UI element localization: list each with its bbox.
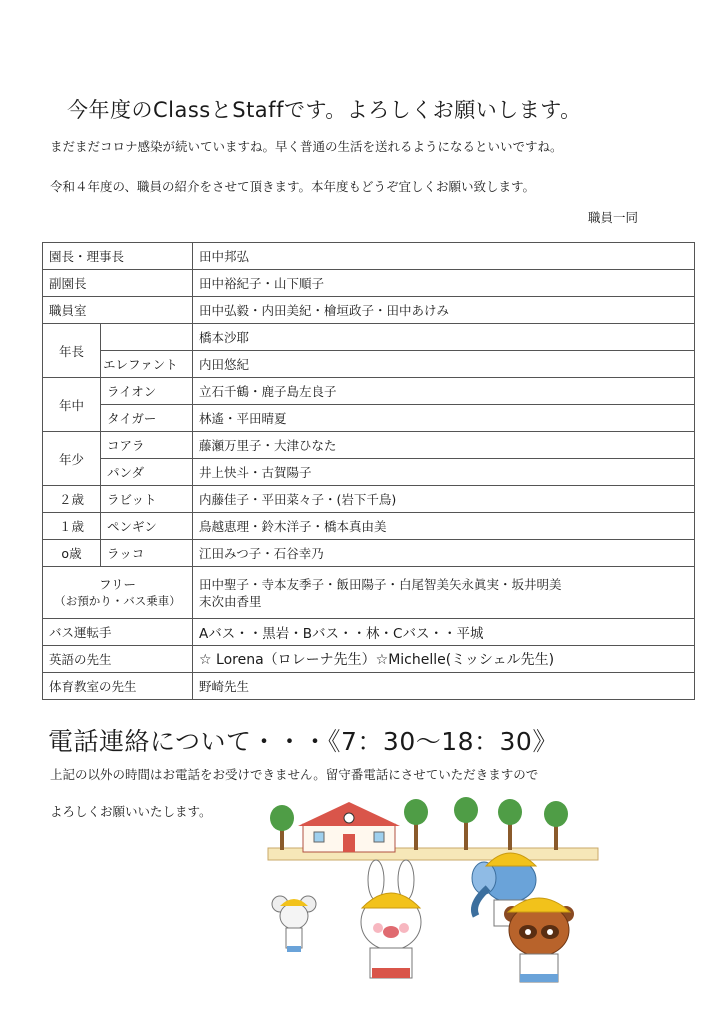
table-row	[43, 673, 695, 700]
row-label: 体育教室の先生	[43, 673, 193, 700]
tree-icon	[544, 801, 568, 850]
class-label: ラッコ	[101, 540, 193, 567]
class-label	[101, 324, 193, 351]
mouse-child-icon	[272, 896, 316, 952]
row-names: 井上快斗・古賀陽子	[193, 459, 695, 486]
free-label-line-2: （お預かり・バス乗車）	[54, 593, 181, 608]
row-names: 内藤佳子・平田菜々子・(岩下千鳥)	[193, 486, 695, 513]
row-label: 副園長	[43, 270, 193, 297]
signature: 職員一同	[588, 210, 639, 225]
tree-icon	[404, 799, 428, 850]
row-names: 江田みつ子・石谷幸乃	[193, 540, 695, 567]
row-names: 内田悠紀	[193, 351, 695, 378]
grade-label: 年長	[43, 324, 101, 378]
tree-icon	[498, 799, 522, 850]
intro-line-1: まだまだコロナ感染が続いていますね。早く普通の生活を送れるようになるといいですね。	[50, 139, 563, 154]
row-names: 立石千鶴・鹿子島左良子	[193, 378, 695, 405]
tree-icon	[270, 805, 294, 850]
phone-note-line-2: よろしくお願いいたします。	[50, 804, 212, 819]
kindergarten-illustration	[258, 796, 608, 992]
table-row	[43, 378, 695, 405]
table-row	[43, 324, 695, 351]
row-names: Aバス・・黒岩・Bバス・・林・Cバス・・平城	[193, 619, 695, 646]
grade-label: ２歳	[43, 486, 101, 513]
table-row	[43, 540, 695, 567]
class-label: パンダ	[101, 459, 193, 486]
school-building-icon	[298, 802, 400, 852]
grade-label: 年中	[43, 378, 101, 432]
table-row	[43, 405, 695, 432]
table-row	[43, 270, 695, 297]
row-label: 職員室	[43, 297, 193, 324]
class-label: コアラ	[101, 432, 193, 459]
table-row	[43, 459, 695, 486]
free-names-line-2: 末次由香里	[199, 593, 262, 609]
staff-table	[42, 242, 695, 700]
row-names	[193, 567, 695, 619]
row-names: ☆ Lorena（ロレーナ先生）☆Michelle(ミッシェル先生)	[193, 646, 695, 673]
class-label: エレファント	[101, 351, 193, 378]
phone-heading: 電話連絡について・・・《7：30～18：30》	[48, 727, 558, 756]
table-row	[43, 646, 695, 673]
free-names-line-1: 田中聖子・寺本友季子・飯田陽子・白尾智美矢永眞実・坂井明美	[199, 576, 562, 592]
row-names: 藤瀬万里子・大津ひなた	[193, 432, 695, 459]
row-label	[43, 567, 193, 619]
row-label: 英語の先生	[43, 646, 193, 673]
row-names: 田中弘毅・内田美紀・檜垣政子・田中あけみ	[193, 297, 695, 324]
row-names: 林遙・平田晴夏	[193, 405, 695, 432]
row-label: 園長・理事長	[43, 243, 193, 270]
phone-note-line-1: 上記の以外の時間はお電話をお受けできません。留守番電話にさせていただきますので	[50, 767, 539, 782]
row-names: 田中裕紀子・山下順子	[193, 270, 695, 297]
table-row	[43, 567, 695, 619]
table-row	[43, 432, 695, 459]
table-row	[43, 243, 695, 270]
grade-label: １歳	[43, 513, 101, 540]
grade-label: o歳	[43, 540, 101, 567]
tanuki-child-icon	[504, 898, 574, 982]
rabbit-child-icon	[361, 860, 421, 978]
row-names: 鳥越恵理・鈴木洋子・橋本真由美	[193, 513, 695, 540]
table-row	[43, 513, 695, 540]
row-names: 田中邦弘	[193, 243, 695, 270]
table-row	[43, 351, 695, 378]
table-row	[43, 619, 695, 646]
row-names: 橋本沙耶	[193, 324, 695, 351]
table-row	[43, 486, 695, 513]
table-row	[43, 297, 695, 324]
row-names: 野崎先生	[193, 673, 695, 700]
class-label: ペンギン	[101, 513, 193, 540]
class-label: ライオン	[101, 378, 193, 405]
tree-icon	[454, 797, 478, 850]
row-label: バス運転手	[43, 619, 193, 646]
intro-line-2: 令和４年度の、職員の紹介をさせて頂きます。本年度もどうぞ宜しくお願い致します。	[50, 179, 536, 194]
grade-label: 年少	[43, 432, 101, 486]
free-label-line-1: フリー	[99, 576, 137, 592]
class-label: タイガー	[101, 405, 193, 432]
class-label: ラビット	[101, 486, 193, 513]
page-title: 今年度のClassとStaffです。よろしくお願いします。	[67, 98, 582, 122]
